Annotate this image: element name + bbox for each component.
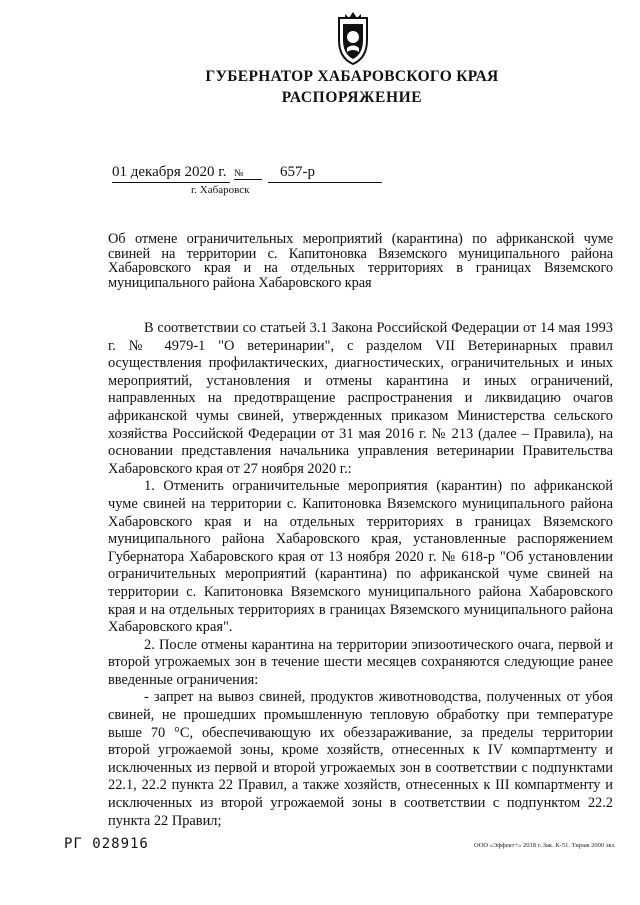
document-type: РАСПОРЯЖЕНИЕ xyxy=(281,89,423,106)
document-body xyxy=(108,320,613,830)
document-date: 01 декабря 2020 г. xyxy=(112,164,230,183)
number-label: № xyxy=(234,168,262,180)
date-number-line xyxy=(112,164,382,183)
paragraph-restriction: - запрет на вывоз свиней, продуктов животноводства, полученных от убоя свиней, не прошедших промышленную тепловую обработку при температуре выше 70 °С, обеспечивающую их обеззараживание, за пределы территории второй угрожаемой зоны, кроме хозяйств, отнесенных к IV компартменту и исключенных из первой и второй угрожаемых зон в соответствии с подпунктами 22.1, 22.2 пункта 22 Правил, а также хозяйств, отнесенных к III компартменту и исключенных из второй угрожаемой зоны в соответствии с подпунктом 22.2 пункта 22 Правил; xyxy=(108,689,613,829)
paragraph-preamble: В соответствии со статьей 3.1 Закона Российской Федерации от 14 мая 1993 г. № 4979-1 "О ветеринарии", с разделом VII Ветеринарных правил осуществления профилактических, диагностических, ограничительных и иных мероприятий, установления и отмены карантина и иных ограничений, направленных на предотвращение распространения и ликвидацию очагов африканской чумы свиней, утвержденных приказом Министерства сельского хозяйства Российской Федерации от 31 мая 2016 г. № 213 (далее – Правила), на основании представления начальника управления ветеринарии Правительства Хабаровского края от 27 ноября 2020 г.: xyxy=(108,320,613,477)
document-subject: Об отмене ограничительных мероприятий (карантина) по африканской чуме свиней на территории с. Капитоновка Вяземского муниципального района Хабаровского края и на отдельных территориях в границах Вяземского муниципального района Хабаровского края xyxy=(108,231,613,291)
document-place: г. Хабаровск xyxy=(191,184,250,196)
paragraph-item-2: 2. После отмены карантина на территории эпизоотического очага, первой и второй угрожаемых зон в течение шести месяцев сохраняются следующие ранее введенные ограничения: xyxy=(108,636,613,688)
form-serial-number: РГ 028916 xyxy=(64,836,149,852)
coat-of-arms-icon xyxy=(331,10,375,66)
document-number: 657-р xyxy=(268,164,382,183)
printer-imprint: ООО «Эффект+» 2018 г. Зак. К-51. Тираж 2000 экз. xyxy=(474,842,616,849)
paragraph-item-1: 1. Отменить ограничительные мероприятия (карантин) по африканской чуме свиней на территории с. Капитоновка Вяземского муниципального района Хабаровского края и на отдельных территориях в границах Вяземского муниципального района Хабаровского края, установленные распоряжением Губернатора Хабаровского края от 13 ноября 2020 г. № 618-р "Об установлении ограничительных мероприятий (карантина) по африканской чуме свиней на территории с. Капитоновка Вяземского муниципального района Хабаровского края и на отдельных территориях в границах Вяземского муниципального района Хабаровского края". xyxy=(108,478,613,636)
issuing-authority: ГУБЕРНАТОР ХАБАРОВСКОГО КРАЯ xyxy=(205,68,499,85)
